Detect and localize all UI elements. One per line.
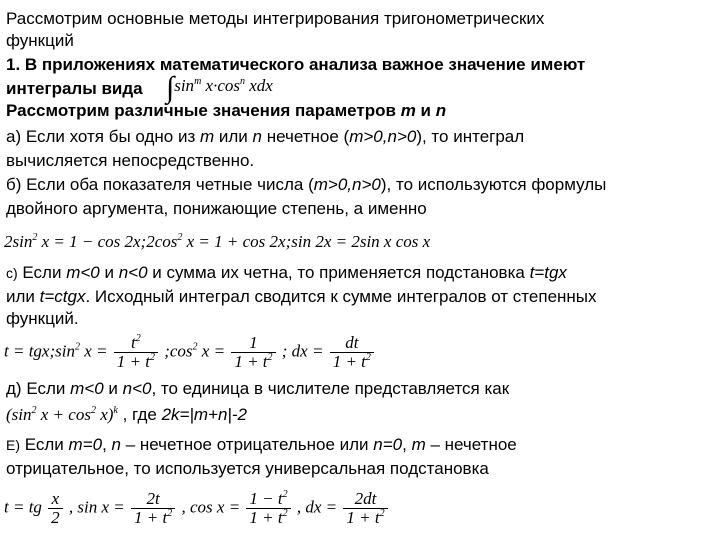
case-c-line-1: с) Если m<0 и n<0 и сумма их четна, то применяется подстановка t=tgx <box>6 263 567 282</box>
intro-line-1: Рассмотрим основные методы интегрирования тригонометрических <box>6 9 545 28</box>
case-d-line-2: ($\sin^2$ $x + \cos^2 x)^k$ , где 2k=|m+n|-2 <box>6 405 247 424</box>
case-d-line-1: д) Если m<0 и n<0, то единица в числителе представляется как <box>6 379 510 398</box>
intro-line-2: функций <box>6 31 74 50</box>
case-c-line-2: или t=ctgx. Исходный интеграл сводится к сумме интегралов от степенных <box>6 287 597 306</box>
case-b-line-1: б) Если оба показателя четные числа (m>0,n>0), то используются формулы <box>6 175 607 194</box>
case-b-line-2: двойного аргумента, понижающие степень, а именно <box>6 199 427 218</box>
case-c-line-3: функций. <box>6 309 79 328</box>
integral-formula: $\int\sin^m$ $x\cdot\cos^n$ xdx <box>166 71 273 104</box>
case-a-line-1: а) Если хотя бы одно из m или n нечетное (m>0,n>0), то интеграл <box>6 127 525 146</box>
universal-substitution-formula: t = tg $\frac{x}{2}$ , sin x = $\frac{2t}{1 + t^2}$ , cos x = $\frac{1 - t^2}{1 + t^2}$ , dx = $\frac{2dt}{1 + t^2}$ <box>4 490 390 527</box>
section-1-line-1: 1. В приложениях математического анализа важное значение имеют <box>6 55 586 74</box>
params-line: Рассмотрим различные значения параметров m и n <box>6 101 447 120</box>
case-e-line-2: отрицательное, то используется универсальная подстановка <box>6 459 489 478</box>
tg-substitution-formula: $t = tgx;\sin^2$ x = $\frac{t^2}{1 + t^2}$ $;\cos^2$ x = $\frac{1}{1 + t^2}$ ; dx = $\frac{dt}{1 + t^2}$ <box>4 334 376 371</box>
case-a-line-2: вычисляется непосредственно. <box>6 151 255 170</box>
double-angle-formulas: $2\sin^2$ $x = 1 - \cos 2x;2\cos^2$ x = 1 + cos 2x;sin 2x = 2sin x cos x <box>4 232 431 251</box>
case-e-line-1: Е) Если m=0, n – нечетное отрицательное или n=0, m – нечетное <box>6 435 517 454</box>
section-1-line-2: интегралы вида <box>6 79 143 98</box>
